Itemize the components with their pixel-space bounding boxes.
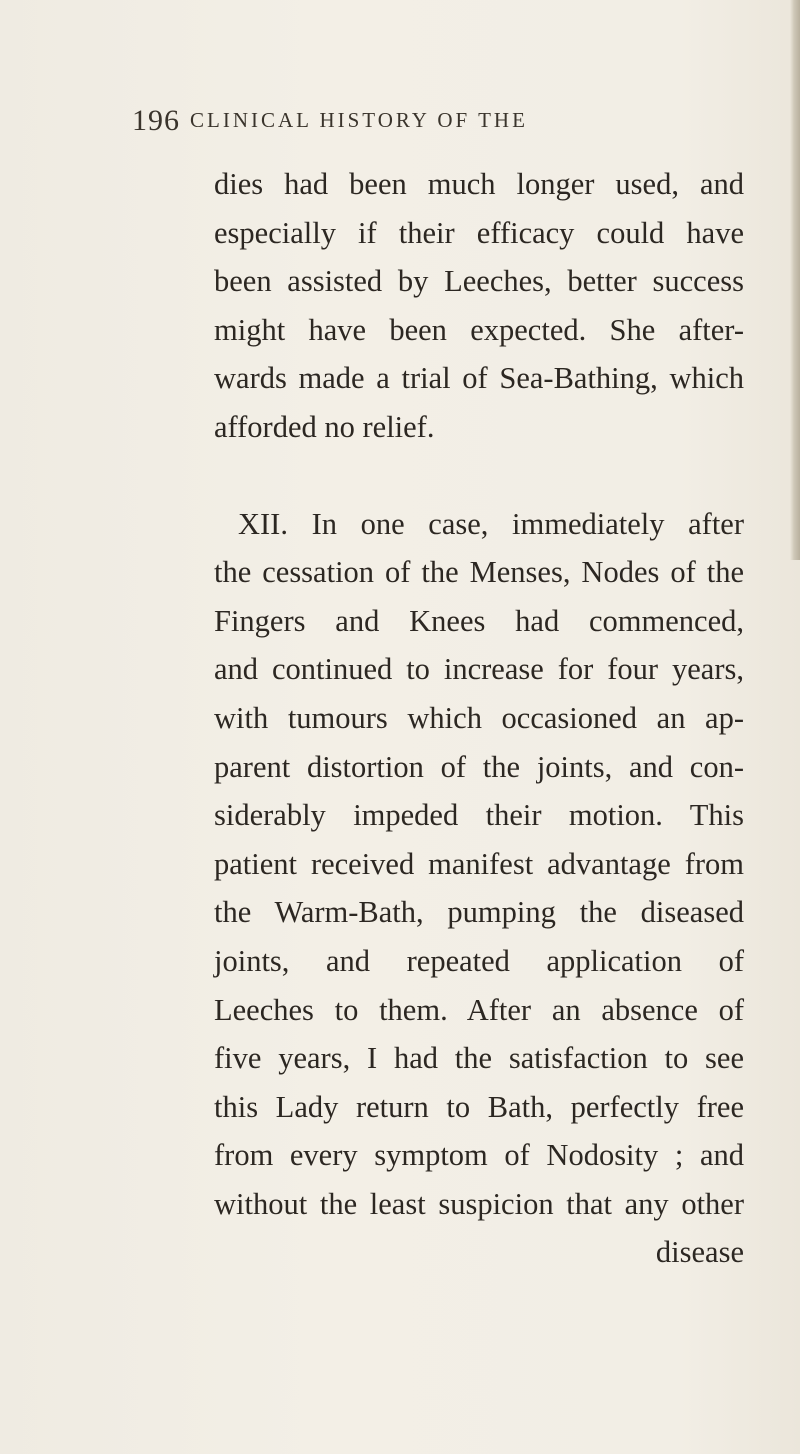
text-line: with tumours which occasioned an ap- [214, 700, 744, 735]
text-line: joints, and repeated application of [214, 943, 744, 978]
page-edge-shadow [790, 0, 800, 560]
text-line: five years, I had the satisfaction to see [214, 1041, 744, 1076]
text-line: XII. In one case, immediately after [238, 506, 744, 541]
running-head [132, 104, 678, 144]
paragraph [214, 500, 744, 1229]
text-line: the Warm-Bath, pumping the diseased [214, 895, 744, 930]
text-line: the cessation of the Menses, Nodes of the [214, 555, 744, 590]
body-text [214, 160, 744, 1277]
text-line: siderably impeded their motion. This [214, 798, 744, 833]
page-number: 196 [132, 104, 180, 137]
text-line: from every symptom of Nodosity ; and [214, 1138, 744, 1173]
text-line: patient received manifest advantage from [214, 846, 744, 881]
text-line: parent distortion of the joints, and con- [214, 749, 744, 784]
catchword: disease [655, 1235, 744, 1270]
text-line: Leeches to them. After an absence of [214, 992, 744, 1027]
text-line: this Lady return to Bath, perfectly free [214, 1089, 744, 1124]
paragraph-gap [214, 452, 744, 500]
text-line: dies had been much longer used, and [214, 167, 744, 201]
text-line: been assisted by Leeches, better success [214, 264, 744, 299]
text-line: might have been expected. She after- [214, 312, 744, 347]
text-line: afforded no relief. [214, 409, 435, 444]
running-head-title: CLINICAL HISTORY OF THE [190, 108, 528, 132]
text-line: Fingers and Knees had commenced, [214, 603, 744, 638]
text-line: especially if their efficacy could have [214, 215, 744, 250]
text-line: without the least suspicion that any other [214, 1186, 744, 1221]
paragraph [214, 160, 744, 452]
text-line: and continued to increase for four years, [214, 652, 744, 687]
text-line: wards made a trial of Sea-Bathing, which [214, 361, 744, 396]
